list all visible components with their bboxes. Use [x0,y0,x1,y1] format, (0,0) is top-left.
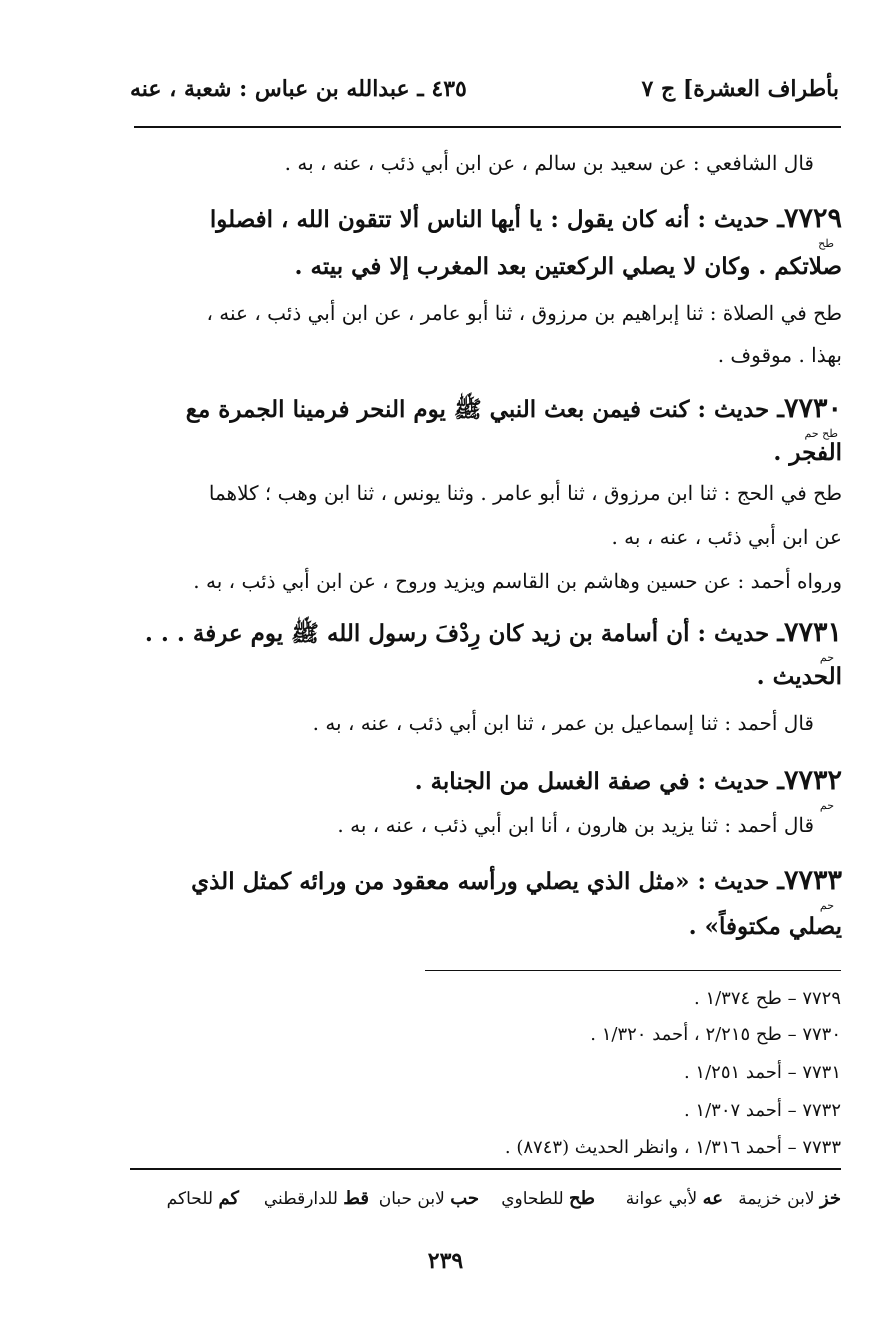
hadith-7729-line-2: صلاتكم . وكان لا يصلي الركعتين بعد المغرب إلا في بيته . [294,253,842,280]
legend-item [501,1188,595,1209]
hadith-7730-note-3: ورواه أحمد : عن حسين وهاشم بن القاسم ويزيد وروح ، عن ابن أبي ذئب ، به . [193,569,842,593]
hadith-7731-line-2: الحديث . [756,663,842,690]
hadith-number: ٧٧٣٣ [783,865,842,896]
hadith-number: ٧٧٣٠ [783,393,842,424]
legend-item [626,1188,723,1209]
footnote: ٧٧٣٢ – أحمد ١/٣٠٧ . [683,1100,841,1121]
legend-name: لأبي عوانة [625,1189,698,1209]
source-sigla: طح [818,237,834,250]
hadith-text: ـ حديث : في صفة الغسل من الجنابة . [414,768,784,795]
footnote: ٧٧٣٣ – أحمد ١/٣١٦ ، وانظر الحديث (٨٧٤٣) . [504,1137,841,1158]
hadith-7732-note-1: قال أحمد : ثنا يزيد بن هارون ، أنا ابن أبي ذئب ، عنه ، به . [337,813,814,837]
legend-name: للطحاوي [501,1189,564,1209]
hadith-7729-note-2: بهذا . موقوف . [717,343,842,367]
legend-abbr: قط [343,1188,369,1209]
legend-name: لابن خزيمة [738,1189,815,1209]
legend-name: للدارقطني [263,1189,338,1209]
legend-abbr: حب [450,1188,479,1209]
hadith-7730-note-1: طح في الحج : ثنا ابن مرزوق ، ثنا أبو عامر . وثنا يونس ، ثنا ابن وهب ؛ كلاهما [208,481,842,505]
hadith-text: ـ حديث : أن أسامة بن زيد كان رِدْفَ رسول الله ﷺ يوم عرفة . . . [144,620,784,647]
legend-item [264,1188,369,1209]
hadith-7729-line-1 [210,203,842,234]
hadith-7731-line-1 [145,617,842,653]
legend-name: للحاكم [166,1189,214,1209]
footnote: ٧٧٣١ – أحمد ١/٢٥١ . [683,1062,841,1083]
legend-divider [130,1168,841,1170]
hadith-7730-line-1 [186,393,842,429]
source-sigla: حم [819,799,834,812]
hadith-7729-note-1: طح في الصلاة : ثنا إبراهيم بن مرزوق ، ثنا أبو عامر ، عن ابن أبي ذئب ، عنه ، [206,301,842,325]
footnote-divider [425,970,841,971]
hadith-7733-line-1 [191,865,842,896]
header-book-title: بأطراف العشرة] ج ٧ [641,76,839,102]
hadith-7732-line-1 [415,765,842,796]
hadith-7730-note-2: عن ابن أبي ذئب ، عنه ، به . [611,525,842,549]
hadith-number: ٧٧٣٢ [783,765,842,796]
source-sigla: حم [819,899,834,912]
hadith-number: ٧٧٣١ [783,617,842,648]
hadith-7733-line-2: يصلي مكتوفاً» . [688,913,842,940]
hadith-number: ٧٧٢٩ [783,203,842,234]
legend-abbr: عه [702,1188,723,1209]
legend-abbr: خز [819,1188,841,1209]
hadith-7730-line-2: الفجر . [773,439,842,466]
hadith-7731-note-1: قال أحمد : ثنا إسماعيل بن عمر ، ثنا ابن أبي ذئب ، عنه ، به . [312,711,814,735]
page-number: ٢٣٩ [427,1248,464,1274]
source-sigla: حم [819,651,834,664]
abbreviation-legend [130,1188,841,1218]
text-line: قال الشافعي : عن سعيد بن سالم ، عن ابن أبي ذئب ، عنه ، به . [284,151,814,175]
hadith-text: ـ حديث : «مثل الذي يصلي ورأسه معقود من ورائه كمثل الذي [191,868,784,895]
footnote: ٧٧٢٩ – طح ١/٣٧٤ . [694,988,841,1009]
source-sigla: طح حم [804,427,838,440]
legend-item [379,1188,479,1209]
hadith-text: ـ حديث : أنه كان يقول : يا أيها الناس ألا تتقون الله ، افصلوا [209,206,784,233]
legend-name: لابن حبان [378,1189,445,1209]
hadith-text: ـ حديث : كنت فيمن بعث النبي ﷺ يوم النحر فرمينا الجمرة مع [185,396,784,423]
legend-item [738,1188,841,1209]
running-header [130,76,839,116]
header-section-title: ٤٣٥ ـ عبدالله بن عباس : شعبة ، عنه [130,76,467,102]
legend-abbr: طح [569,1188,595,1209]
footnote: ٧٧٣٠ – طح ٢/٢١٥ ، أحمد ١/٣٢٠ . [590,1024,841,1045]
header-divider [134,126,841,128]
legend-item [167,1188,239,1209]
legend-abbr: كم [218,1188,239,1209]
